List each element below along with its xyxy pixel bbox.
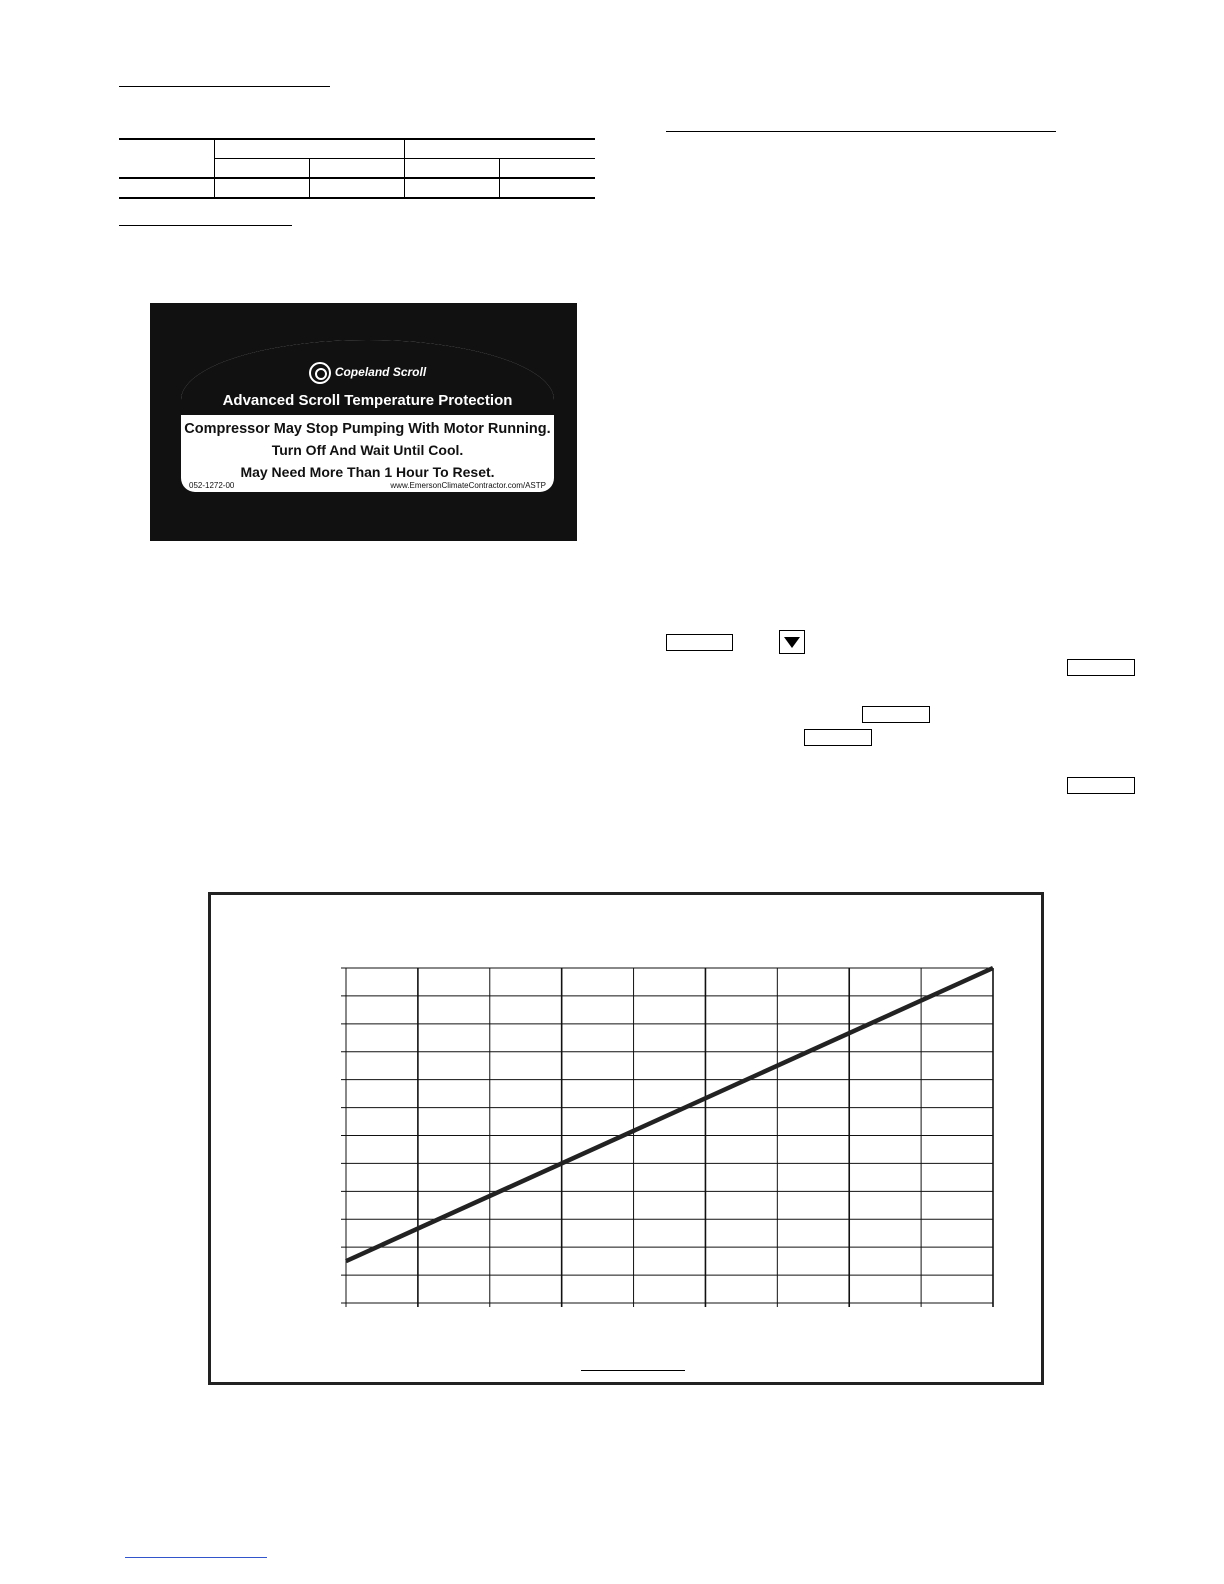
label-line-1: Compressor May Stop Pumping With Motor Running. <box>184 421 551 437</box>
chart-grid <box>341 968 993 1307</box>
label-url: www.EmersonClimateContractor.com/ASTP <box>390 481 546 490</box>
label-line-2: Turn Off And Wait Until Cool. <box>271 442 464 458</box>
brand-name: Copeland Scroll <box>334 365 427 380</box>
label-part-number: 052-1272-00 <box>189 481 235 490</box>
footer-link-underline <box>125 1557 267 1558</box>
chart-series-layer <box>346 968 993 1261</box>
label-line-3: May Need More Than 1 Hour To Reset. <box>240 464 495 480</box>
chart-caption-underline <box>581 1370 685 1371</box>
chart-series-line <box>346 968 993 1261</box>
label-headline: Advanced Scroll Temperature Protection <box>222 392 513 409</box>
